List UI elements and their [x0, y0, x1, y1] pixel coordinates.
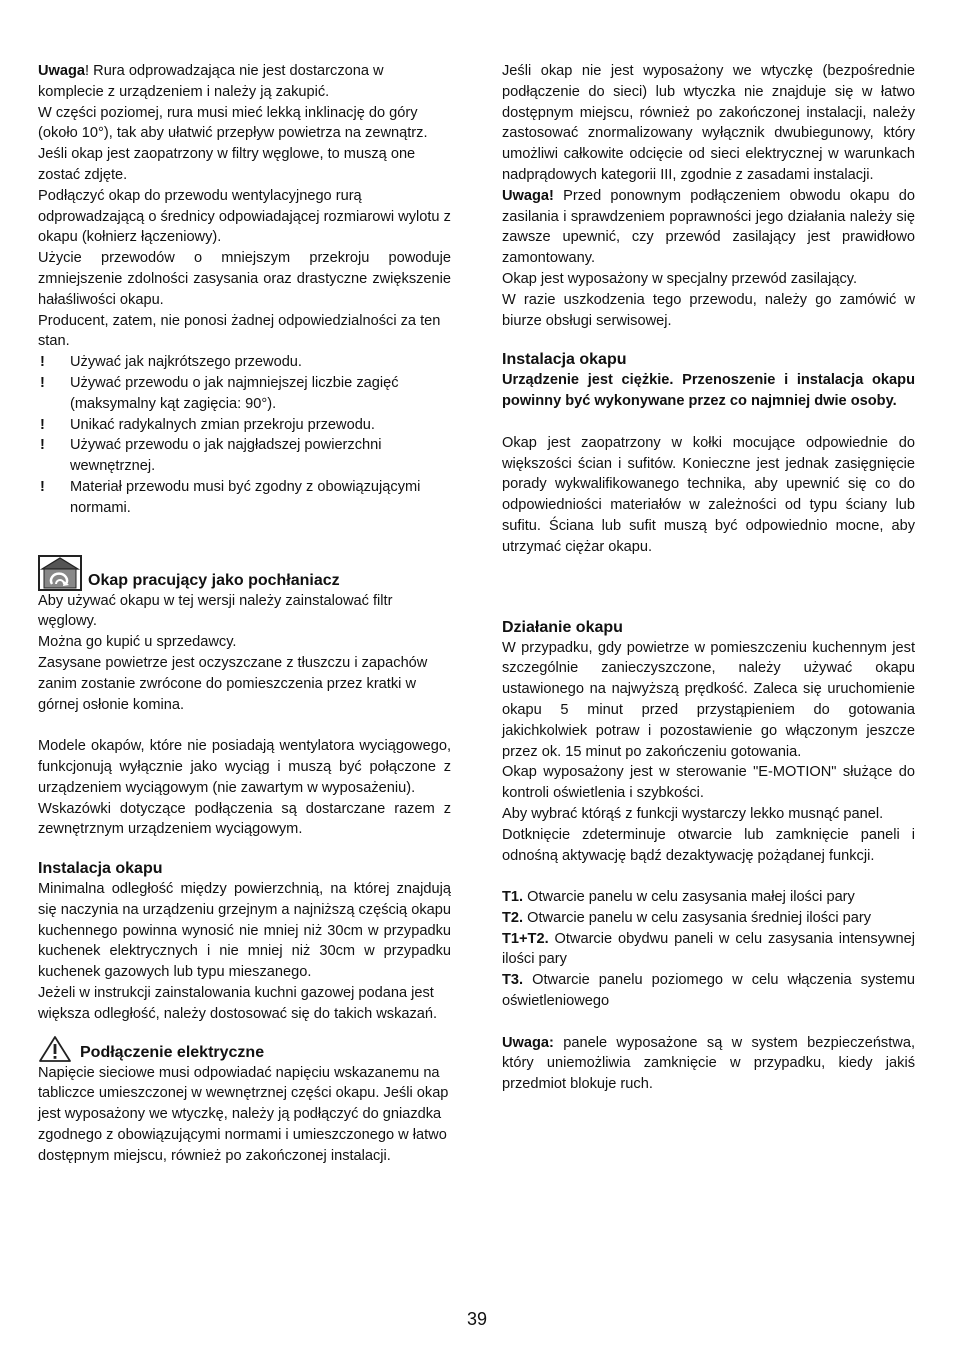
recirculation-paragraph-1: Aby używać okapu w tej wersji należy zainstalować filtr węglowy. [38, 592, 393, 630]
recirculation-heading-row [38, 555, 451, 591]
exclamation-icon: ! [40, 374, 45, 391]
inclination-paragraph: W części poziomej, rura musi mieć lekką inklinację do góry (około 10°), tak aby ułatwić przepływ powietrza na zewnątrz. [38, 104, 428, 142]
page-number: 39 [466, 1309, 488, 1329]
recirculation-paragraph-4: Modele okapów, które nie posiadają wentylatora wyciągowego, funkcjonują wyłącznie jako wyciąg i muszą być połączone z urządzeniem wyciągowym (nie zawartym w wyposażeniu). [38, 738, 451, 796]
exclamation-icon: ! [40, 354, 45, 371]
list-item: T1. Otwarcie panelu w celu zasysania małej ilości pary [502, 889, 855, 906]
reconnect-warning-label: Uwaga! [502, 187, 554, 204]
list-item: ! Używać przewodu o jak najmniejszej liczbie zagięć (maksymalny kąt zagięcia: 90°). [40, 374, 399, 412]
safety-note-paragraph: Uwaga: panele wyposażone są w system bezpieczeństwa, który uniemożliwia zamknięcie w przypadku, kiedy jakiś przedmiot blokuje ruch. [502, 1034, 915, 1093]
exclamation-icon: ! [40, 478, 45, 495]
mounting-paragraph: Okap jest zaopatrzony w kołki mocujące odpowiednie do większości ścian i sufitów. Konieczne jest jednak zasięgnięcie porady wykwalifikowanego technika, aby upewnić się co do odpowiedniości materiałów w zależności od typu ściany lub sufitu. Ściana lub sufit muszą być odpowiednio mocne, aby utrzymać ciężar okapu. [502, 434, 915, 555]
list-item: T1+T2. Otwarcie obydwu paneli w celu zasysania intensywnej ilości pary [502, 930, 915, 968]
smaller-duct-paragraph: Użycie przewodów o mniejszym przekroju powoduje zmniejszenie zdolności zasysania oraz drastyczne zwiększenie hałaśliwości okapu. [38, 250, 451, 308]
cable-damage-paragraph: W razie uszkodzenia tego przewodu, należy go zamówić w biurze obsługi serwisowej. [502, 291, 915, 329]
electrical-heading-row [38, 1035, 451, 1063]
heavy-device-warning: Urządzenie jest ciężkie. Przenoszenie i instalacja okapu powinny być wykonywane przez co najmniej dwie osoby. [502, 372, 915, 410]
list-item: ! Używać jak najkrótszego przewodu. [38, 352, 451, 373]
list-item: T2. Otwarcie panelu w celu zasysania średniej ilości pary [502, 909, 872, 926]
electrical-paragraph: Napięcie sieciowe musi odpowiadać napięciu wskazanemu na tabliczce umieszczonej w wewnętrznej części okapu. Jeśli okap jest wyposażony we wtyczkę, należy ją podłączyć do gniazdka zgodnego z obowiązującymi normami i umieszczonego w łatwo dostępnym miejscu, również po zakończonej instalacji. [38, 1064, 449, 1164]
warning-text: ! Rura odprowadzająca nie jest dostarczona w komplecie z urządzeniem i należy ją zakupić. [38, 63, 384, 100]
operation-paragraph-1: W przypadku, gdy powietrze w pomieszczeniu kuchennym jest szczególnie zanieczyszczone, należy używać okapu ustawionego na najwyższą prędkość. Zaleca się uruchomienie okapu 5 minut przed przystąpieniem do gotowania jakichkolwiek potraw i pozostawienie go włączonym jeszcze przez ok. 15 minut po zakończeniu gotowania. [502, 639, 915, 760]
exclamation-icon: ! [40, 437, 45, 454]
recirculation-heading: Okap pracujący jako pochłaniacz [88, 571, 340, 589]
list-item: ! Materiał przewodu musi być zgodny z obowiązującymi normami. [40, 478, 421, 516]
recirculation-icon [38, 555, 82, 591]
duct-bullet-list [38, 352, 451, 518]
list-item: ! Używać przewodu o jak najgładszej powierzchni wewnętrznej. [40, 437, 382, 475]
warning-triangle-icon [38, 1035, 72, 1063]
installation-gas-paragraph: Jeżeli w instrukcji zainstalowania kuchni gazowej podana jest większa odległość, należy dostosować się do takich wskazań. [38, 985, 438, 1022]
duct-connection-paragraph: Podłączyć okap do przewodu wentylacyjnego rurą odprowadzającą o średnicy odpowiadającej rozmiarowi wylotu z okapu (kołnierz łączeniowy). [38, 187, 451, 246]
right-column [502, 61, 915, 1095]
installation-heading-right: Instalacja okapu [502, 351, 627, 369]
electrical-heading: Podłączenie elektryczne [80, 1043, 265, 1061]
operation-paragraph-2: Okap wyposażony jest w sterowanie "E-MOTION" służące do kontroli oświetlenia i szybkości. [502, 764, 915, 802]
operation-paragraph-3: Aby wybrać którąś z funkcji wystarczy lekko musnąć panel. [502, 805, 884, 822]
power-cable-paragraph: Okap jest wyposażony w specjalny przewód zasilający. [502, 270, 858, 287]
installation-distance-paragraph: Minimalna odległość między powierzchnią, na której znajdują się naczynia na urządzeniu grzejnym a najniższą częścią okapu kuchennego powinna wynosić nie mniej niż 30cm w przypadku kuchenek elektrycznych i nie mniej niż 30cm w przypadku kuchenek gazowych lub typu mieszanego. [38, 881, 451, 981]
warning-paragraph [38, 61, 451, 103]
installation-heading-left: Instalacja okapu [38, 860, 163, 878]
list-item: T3. Otwarcie panelu poziomego w celu włączenia systemu oświetleniowego [502, 972, 915, 1010]
exclamation-icon: ! [40, 416, 45, 433]
liability-paragraph: Producent, zatem, nie ponosi żadnej odpowiedzialności za ten stan. [38, 312, 441, 350]
list-item: ! Unikać radykalnych zmian przekroju przewodu. [38, 415, 451, 436]
recirculation-paragraph-2: Można go kupić u sprzedawcy. [38, 634, 237, 651]
recirculation-paragraph-3: Zasysane powietrze jest oczyszczane z tłuszczu i zapachów zanim zostanie zwrócone do pomieszczenia przez kratki w górnej osłonie komina. [38, 654, 428, 713]
no-plug-paragraph: Jeśli okap nie jest wyposażony we wtyczkę (bezpośrednie podłączenie do sieci) lub wtyczka nie znajduje się w łatwo dostępnym miejscu, również po zakończonej instalacji, należy zastosować znormalizowany wyłącznik dwubiegunowy, który umożliwi całkowite odcięcie od sieci elektrycznej w warunkach nadprądowych kategorii III, zgodnie z zasadami instalacji. [502, 63, 915, 183]
recirculation-paragraph-5: Wskazówki dotyczące podłączenia są dostarczane razem z zewnętrznym urządzeniem wyciągowym. [38, 800, 451, 838]
warning-label: Uwaga [38, 63, 86, 79]
operation-heading: Działanie okapu [502, 618, 623, 636]
operation-paragraph-4: Dotknięcie zdeterminuje otwarcie lub zamknięcie paneli i odnośną aktywację bądź dezaktywację pożądanej funkcji. [502, 826, 915, 864]
left-column [38, 61, 451, 1167]
carbon-filter-paragraph: Jeśli okap jest zaopatrzony w filtry węglowe, to muszą one zostać zdjęte. [38, 146, 416, 183]
safety-note-label: Uwaga: [502, 1034, 554, 1051]
reconnect-warning-paragraph: Uwaga! Przed ponownym podłączeniem obwodu okapu do zasilania i sprawdzeniem poprawności jego działania należy się zawsze upewnić, czy przewód zasilający jest prawidłowo zamontowany. [502, 187, 915, 267]
